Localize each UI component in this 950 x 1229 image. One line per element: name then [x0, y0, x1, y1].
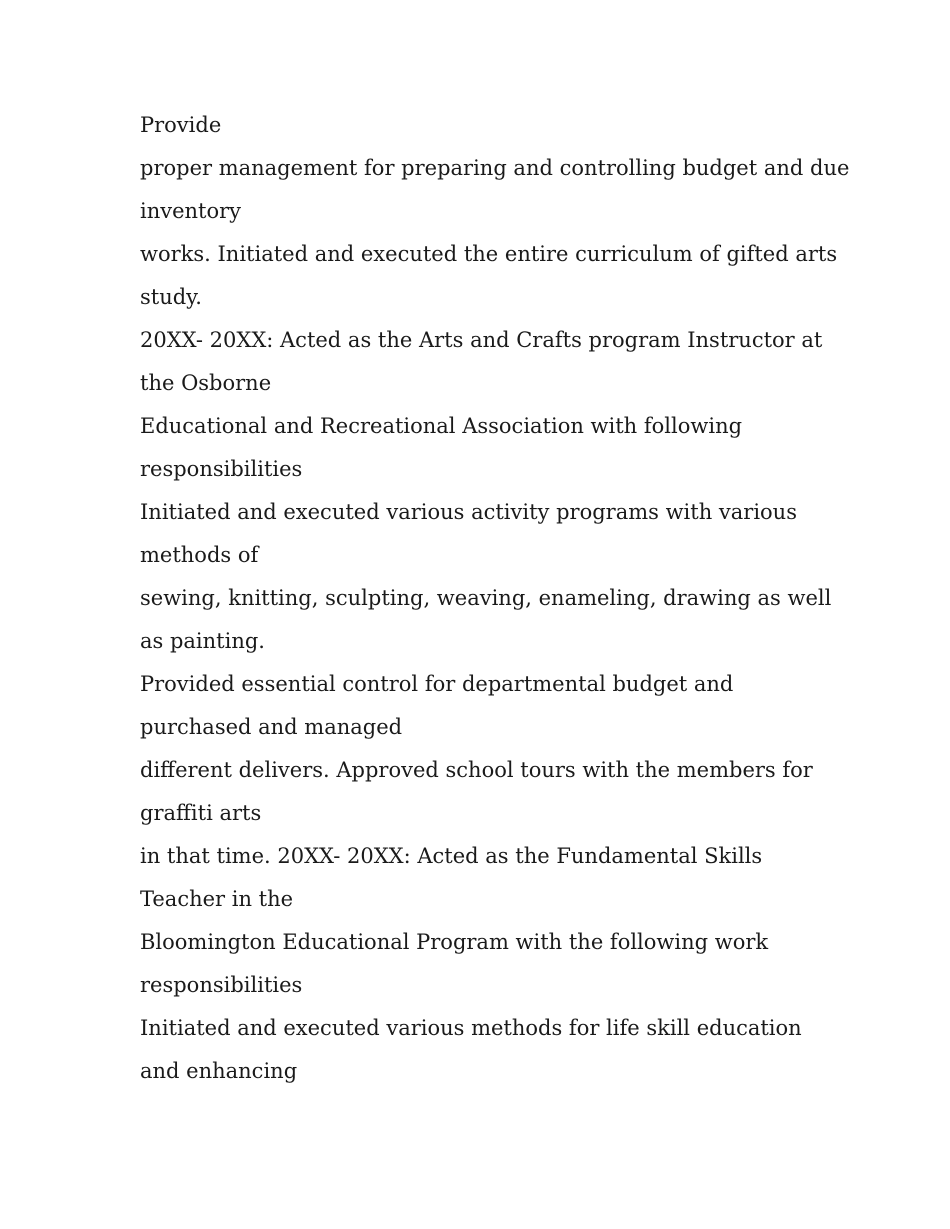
text-line: sewing, knitting, sculpting, weaving, enameling, drawing as well: [140, 586, 832, 610]
text-line: Educational and Recreational Association with following: [140, 414, 743, 438]
text-line: graffiti arts: [140, 801, 262, 825]
text-line: in that time. 20XX- 20XX: Acted as the Fundamental Skills: [140, 844, 763, 868]
document-body: [140, 104, 850, 1093]
text-line: Initiated and executed various activity programs with various: [140, 500, 797, 524]
text-line: responsibilities: [140, 973, 303, 997]
text-line: the Osborne: [140, 371, 272, 395]
text-line: 20XX- 20XX: Acted as the Arts and Crafts program Instructor at: [140, 328, 823, 352]
text-line: study.: [140, 285, 202, 309]
text-line: inventory: [140, 199, 242, 223]
text-line: Initiated and executed various methods for life skill education: [140, 1016, 802, 1040]
text-line: Provide: [140, 113, 222, 137]
text-line: as painting.: [140, 629, 265, 653]
text-line: proper management for preparing and controlling budget and due: [140, 156, 850, 180]
text-line: Teacher in the: [140, 887, 294, 911]
text-line: Provided essential control for departmental budget and: [140, 672, 734, 696]
text-line: responsibilities: [140, 457, 303, 481]
text-line: methods of: [140, 543, 259, 567]
text-line: Bloomington Educational Program with the following work: [140, 930, 769, 954]
text-line: different delivers. Approved school tours with the members for: [140, 758, 813, 782]
text-line: purchased and managed: [140, 715, 403, 739]
text-line: works. Initiated and executed the entire curriculum of gifted arts: [140, 242, 838, 266]
text-line: and enhancing: [140, 1059, 298, 1083]
